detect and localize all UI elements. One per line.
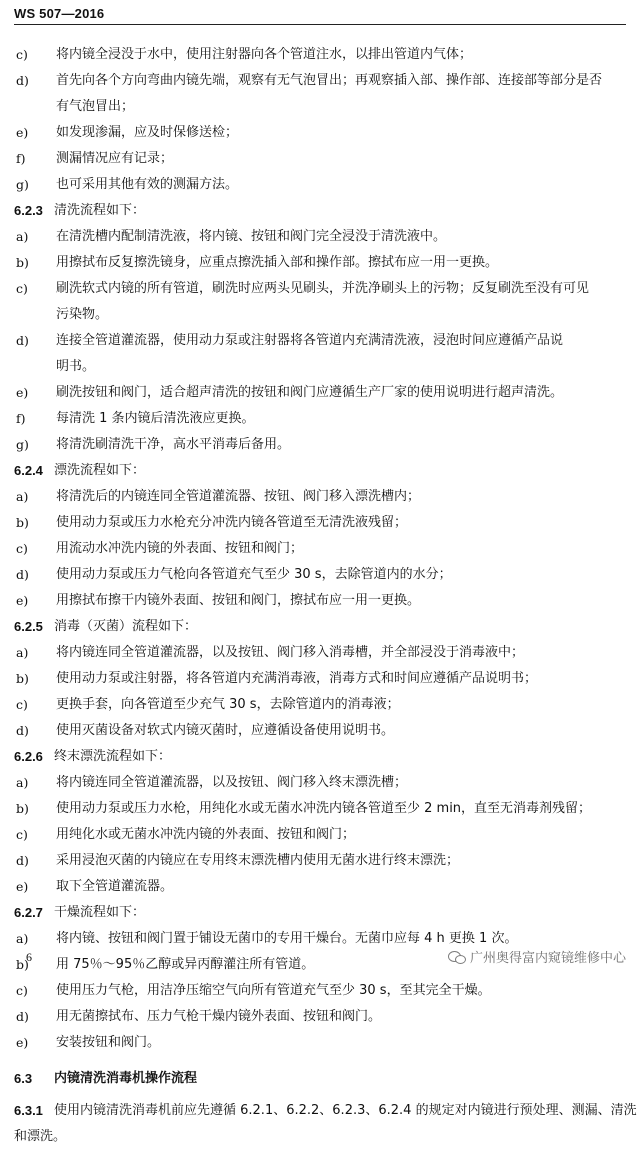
list-item-continuation	[14, 354, 626, 380]
item-text: 测漏情况应有记录；	[56, 151, 174, 166]
section-number: 6.3	[14, 1071, 33, 1086]
paragraph-6-3-1	[14, 1098, 637, 1124]
section-number: 6.2.4	[14, 463, 43, 478]
item-label: d)	[16, 73, 29, 88]
watermark	[448, 947, 626, 966]
item-label: g)	[16, 437, 29, 452]
item-text: 安装按钮和阀门。	[56, 1035, 161, 1050]
section-spacer	[14, 1056, 626, 1066]
list-item	[14, 666, 626, 692]
item-label: c)	[16, 541, 28, 556]
item-label: d)	[16, 567, 29, 582]
header-rule	[14, 24, 626, 25]
section-title: 消毒（灭菌）流程如下：	[54, 619, 198, 634]
item-label: b)	[16, 957, 29, 972]
item-label: f)	[16, 151, 26, 166]
item-text: 将内镜、按钮和阀门置于铺设无菌巾的专用干燥台。无菌巾应每 4 h 更换 1 次。	[56, 931, 518, 946]
item-text: 用无菌擦拭布、压力气枪干燥内镜外表面、按钮和阀门。	[56, 1009, 382, 1024]
item-label: d)	[16, 723, 29, 738]
list-item	[14, 406, 626, 432]
section-title: 终末漂洗流程如下：	[54, 749, 172, 764]
section-title: 干燥流程如下：	[54, 905, 146, 920]
list-item	[14, 770, 626, 796]
item-label: c)	[16, 983, 28, 998]
list-item	[14, 328, 626, 354]
item-label: a)	[16, 229, 29, 244]
list-item-continuation	[14, 302, 626, 328]
item-label: d)	[16, 333, 29, 348]
section-number: 6.2.3	[14, 203, 43, 218]
list-item	[14, 588, 626, 614]
list-item	[14, 1030, 626, 1056]
section-heading	[14, 458, 626, 484]
section-number: 6.3.1	[14, 1103, 43, 1118]
list-item	[14, 562, 626, 588]
list-item	[14, 848, 626, 874]
list-item	[14, 276, 626, 302]
item-text: 采用浸泡灭菌的内镜应在专用终末漂洗槽内使用无菌水进行终末漂洗；	[56, 853, 460, 868]
item-label: d)	[16, 1009, 29, 1024]
list-item	[14, 146, 626, 172]
item-text: 将清洗刷清洗干净，高水平消毒后备用。	[56, 437, 291, 452]
list-item	[14, 432, 626, 458]
watermark-text: 广州奥得富内窥镜维修中心	[469, 951, 626, 966]
item-text: 将清洗后的内镜连同全管道灌流器、按钮、阀门移入漂洗槽内；	[56, 489, 421, 504]
item-text: 使用动力泵或压力水枪充分冲洗内镜各管道至无清洗液残留；	[56, 515, 408, 530]
section-title: 内镜清洗消毒机操作流程	[54, 1071, 198, 1086]
item-text: 更换手套，向各管道至少充气 30 s，去除管道内的消毒液；	[56, 697, 400, 712]
item-label: c)	[16, 281, 28, 296]
item-label: b)	[16, 255, 29, 270]
page-number: 6	[26, 950, 32, 964]
item-text: 用擦拭布擦干内镜外表面、按钮和阀门，擦拭布应一用一更换。	[56, 593, 421, 608]
item-text: 在清洗槽内配制清洗液，将内镜、按钮和阀门完全浸没于清洗液中。	[56, 229, 447, 244]
item-text: 刷洗软式内镜的所有管道，刷洗时应两头见刷头，并洗净刷头上的污物；反复刷洗至没有可见	[56, 281, 590, 296]
section-title: 清洗流程如下：	[54, 203, 146, 218]
item-text: 将内镜连同全管道灌流器，以及按钮、阀门移入终末漂洗槽；	[56, 775, 408, 790]
list-item	[14, 718, 626, 744]
list-item	[14, 640, 626, 666]
list-item	[14, 510, 626, 536]
list-item	[14, 250, 626, 276]
item-label: g)	[16, 177, 29, 192]
section-number: 6.2.6	[14, 749, 43, 764]
item-text: 使用动力泵或注射器，将各管道内充满消毒液，消毒方式和时间应遵循产品说明书；	[56, 671, 538, 686]
item-label: c)	[16, 697, 28, 712]
item-label: a)	[16, 775, 29, 790]
section-heading	[14, 900, 626, 926]
paragraph-text: 使用内镜清洗消毒机前应先遵循 6.2.1、6.2.2、6.2.3、6.2.4 的规定对内镜进行预处理、测漏、清洗	[54, 1103, 637, 1118]
item-label: b)	[16, 801, 29, 816]
item-label: b)	[16, 515, 29, 530]
item-text: 每清洗 1 条内镜后清洗液应更换。	[56, 411, 255, 426]
list-item	[14, 120, 626, 146]
item-text: 将内镜全浸没于水中，使用注射器向各个管道注水，以排出管道内气体；	[56, 47, 473, 62]
list-item	[14, 42, 626, 68]
list-item	[14, 380, 626, 406]
list-item	[14, 484, 626, 510]
list-item	[14, 224, 626, 250]
item-label: e)	[16, 1035, 29, 1050]
item-label: a)	[16, 645, 29, 660]
list-item-continuation	[14, 94, 626, 120]
list-item	[14, 796, 626, 822]
item-text: 使用动力泵或压力气枪向各管道充气至少 30 s，去除管道内的水分；	[56, 567, 452, 582]
list-item	[14, 172, 626, 198]
section-number: 6.2.5	[14, 619, 43, 634]
list-item	[14, 692, 626, 718]
list-item	[14, 822, 626, 848]
wechat-icon	[448, 950, 466, 964]
item-text-continued: 污染物。	[56, 307, 109, 322]
item-label: b)	[16, 671, 29, 686]
section-heading	[14, 744, 626, 770]
item-text: 也可采用其他有效的测漏方法。	[56, 177, 239, 192]
item-label: f)	[16, 411, 26, 426]
item-label: e)	[16, 593, 29, 608]
item-label: c)	[16, 827, 28, 842]
section-heading	[14, 198, 626, 224]
item-text: 如发现渗漏，应及时保修送检；	[56, 125, 239, 140]
item-label: e)	[16, 879, 29, 894]
item-text: 取下全管道灌流器。	[56, 879, 174, 894]
item-label: e)	[16, 125, 29, 140]
item-text: 将内镜连同全管道灌流器，以及按钮、阀门移入消毒槽，并全部浸没于消毒液中；	[56, 645, 525, 660]
item-label: d)	[16, 853, 29, 868]
item-text: 用擦拭布反复擦洗镜身，应重点擦洗插入部和操作部。擦拭布应一用一更换。	[56, 255, 499, 270]
list-item	[14, 536, 626, 562]
item-text: 用 75％～95％乙醇或异丙醇灌注所有管道。	[56, 957, 315, 972]
item-text: 使用动力泵或压力水枪，用纯化水或无菌水冲洗内镜各管道至少 2 min，直至无消毒剂残留；	[56, 801, 592, 816]
item-text: 使用压力气枪，用洁净压缩空气向所有管道充气至少 30 s，至其完全干燥。	[56, 983, 491, 998]
item-label: a)	[16, 931, 29, 946]
paragraph-text-continued: 和漂洗。	[14, 1129, 67, 1144]
item-text: 首先向各个方向弯曲内镜先端，观察有无气泡冒出；再观察插入部、操作部、连接部等部分是否	[56, 73, 603, 88]
list-item	[14, 68, 626, 94]
item-text-continued: 有气泡冒出；	[56, 99, 135, 114]
section-heading	[14, 1066, 626, 1092]
list-item	[14, 978, 626, 1004]
document-body	[14, 42, 637, 1150]
item-text: 刷洗按钮和阀门，适合超声清洗的按钮和阀门应遵循生产厂家的使用说明进行超声清洗。	[56, 385, 564, 400]
paragraph-continuation	[14, 1124, 626, 1150]
section-title: 漂洗流程如下：	[54, 463, 146, 478]
list-item	[14, 874, 626, 900]
item-label: a)	[16, 489, 29, 504]
section-number: 6.2.7	[14, 905, 43, 920]
standard-code-header: WS 507—2016	[14, 6, 105, 21]
item-text: 连接全管道灌流器，使用动力泵或注射器将各管道内充满清洗液，浸泡时间应遵循产品说	[56, 333, 564, 348]
item-text: 用流动水冲洗内镜的外表面、按钮和阀门；	[56, 541, 304, 556]
item-text-continued: 明书。	[56, 359, 96, 374]
item-label: c)	[16, 47, 28, 62]
section-heading	[14, 614, 626, 640]
item-label: e)	[16, 385, 29, 400]
item-text: 使用灭菌设备对软式内镜灭菌时，应遵循设备使用说明书。	[56, 723, 395, 738]
item-text: 用纯化水或无菌水冲洗内镜的外表面、按钮和阀门；	[56, 827, 356, 842]
list-item	[14, 1004, 626, 1030]
